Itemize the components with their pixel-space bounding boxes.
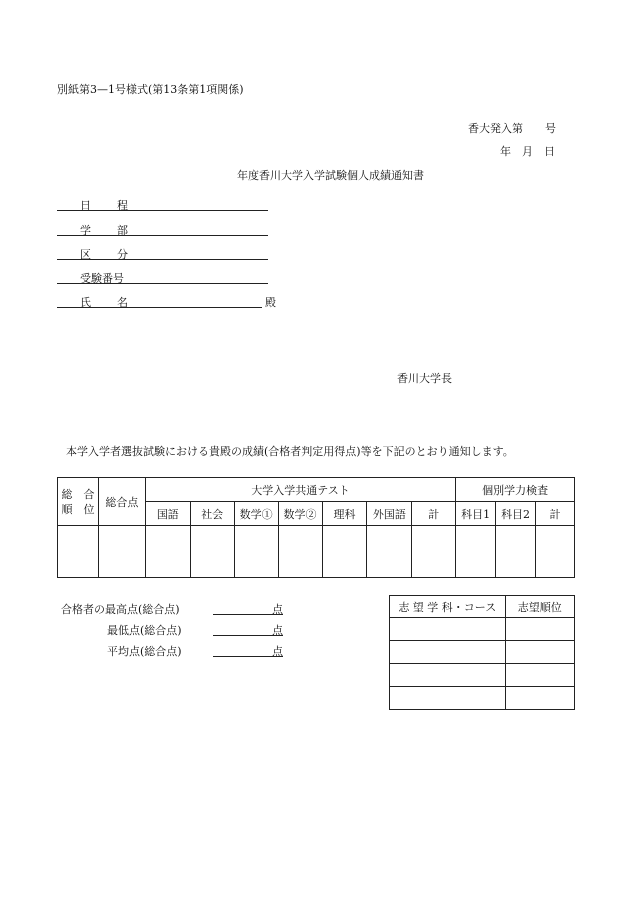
field-category-line: [57, 259, 268, 260]
subject-header: 計: [412, 502, 456, 526]
rank-header: [58, 478, 99, 526]
choice-rank-header: 志望順位: [505, 596, 574, 618]
subject-header: 数学①: [234, 502, 278, 526]
field-faculty-c2: 部: [117, 224, 128, 237]
choice-cell: [505, 664, 574, 687]
subject-header: 外国語: [367, 502, 412, 526]
score-cell: [190, 526, 234, 578]
score-cell: [98, 526, 145, 578]
total-header: 総合点: [98, 478, 145, 526]
field-name-c1: 氏: [80, 296, 91, 309]
choice-cell: [505, 641, 574, 664]
honorific: 殿: [265, 296, 276, 309]
score-cell: [145, 526, 190, 578]
subject-header: 科目1: [456, 502, 496, 526]
choice-cell: [390, 687, 506, 710]
form-id: 別紙第3—1号様式(第13条第1項関係): [57, 83, 244, 96]
choice-table: [389, 595, 575, 710]
score-cell: [367, 526, 412, 578]
score-cell: [496, 526, 536, 578]
field-name-c2: 名: [117, 296, 128, 309]
stat-lowest-unit: 点: [272, 624, 283, 637]
field-exam-number-line: [57, 283, 268, 284]
stat-average-label: 平均点(総合点): [107, 645, 182, 658]
stat-highest-unit: 点: [272, 603, 283, 616]
choice-cell: [505, 618, 574, 641]
score-cell: [234, 526, 278, 578]
score-cell: [412, 526, 456, 578]
subject-header: 科目2: [496, 502, 536, 526]
rank-header-top: 総 合: [61, 487, 95, 501]
choice-cell: [505, 687, 574, 710]
rank-header-bottom: 順 位: [61, 502, 95, 516]
score-cell: [322, 526, 367, 578]
individual-test-header: 個別学力検査: [456, 478, 575, 502]
stat-highest-label: 合格者の最高点(総合点): [61, 603, 180, 616]
score-cell: [278, 526, 322, 578]
subject-header: 計: [536, 502, 575, 526]
stat-lowest-label: 最低点(総合点): [107, 624, 182, 637]
score-cell: [456, 526, 496, 578]
choice-cell: [390, 618, 506, 641]
score-cell: [58, 526, 99, 578]
choice-cell: [390, 641, 506, 664]
stat-average-unit: 点: [272, 645, 283, 658]
sender: 香川大学長: [397, 372, 452, 385]
subject-header: 数学②: [278, 502, 322, 526]
choice-cell: [390, 664, 506, 687]
subject-header: 社会: [190, 502, 234, 526]
field-schedule-c2: 程: [117, 199, 128, 212]
field-faculty-c1: 学: [80, 224, 91, 237]
intro-text: 本学入学者選抜試験における貴殿の成績(合格者判定用得点)等を下記のとおり通知します。: [66, 445, 514, 458]
document-date: 年 月 日: [500, 145, 555, 158]
field-schedule-line: [57, 210, 268, 211]
score-cell: [536, 526, 575, 578]
score-table: [57, 477, 575, 578]
field-category-c1: 区: [80, 248, 91, 261]
document-number: 香大発入第 号: [468, 122, 556, 135]
field-schedule-c1: 日: [80, 199, 91, 212]
field-faculty-line: [57, 235, 268, 236]
field-name-line: [57, 307, 262, 308]
subject-header: 理科: [322, 502, 367, 526]
common-test-header: 大学入学共通テスト: [145, 478, 455, 502]
subject-header: 国語: [145, 502, 190, 526]
choice-dept-header: 志 望 学 科・コース: [390, 596, 506, 618]
field-category-c2: 分: [117, 248, 128, 261]
document-title: 年度香川大学入学試験個人成績通知書: [237, 169, 424, 182]
field-exam-number: 受験番号: [80, 272, 124, 285]
